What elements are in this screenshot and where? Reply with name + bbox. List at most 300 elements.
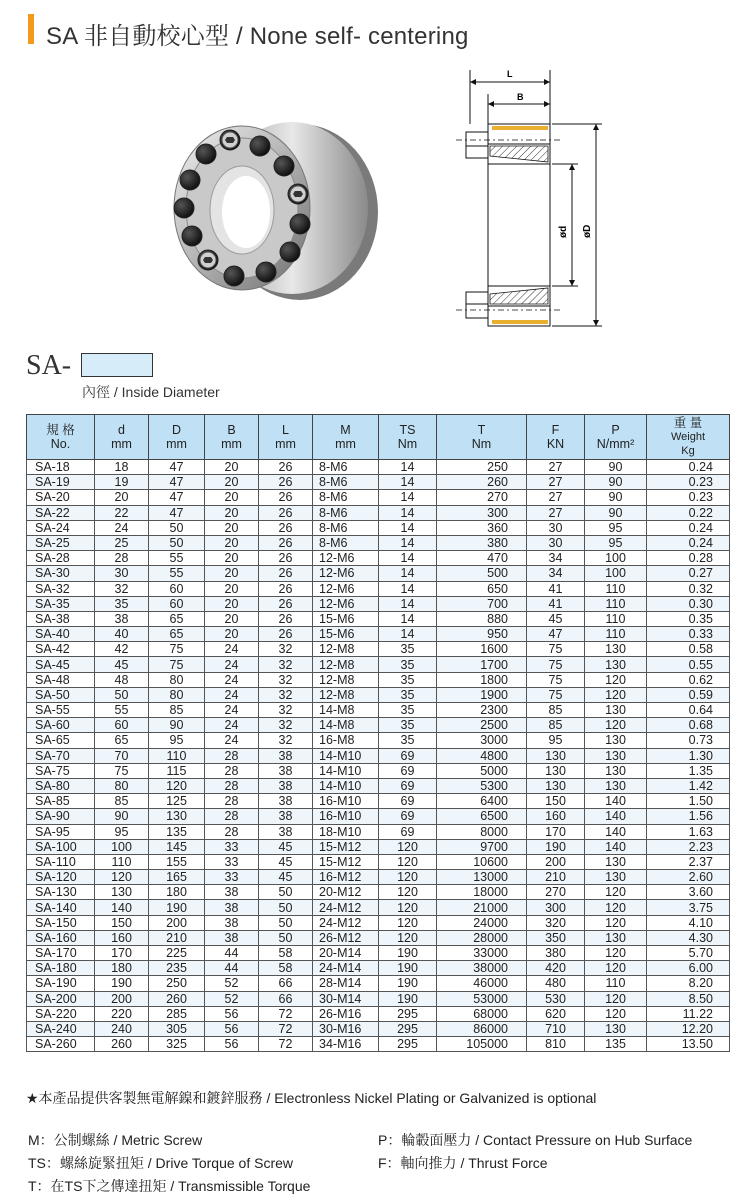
model-number-cell: SA-65	[27, 733, 95, 748]
table-cell: 38	[259, 763, 313, 778]
table-cell: 12.20	[647, 1021, 730, 1036]
table-cell: 0.28	[647, 551, 730, 566]
table-cell: 28	[205, 794, 259, 809]
column-header	[27, 415, 95, 460]
table-row	[27, 505, 730, 520]
table-cell: 14	[379, 535, 437, 550]
table-cell: 24	[205, 672, 259, 687]
table-cell: 28	[205, 824, 259, 839]
table-cell: 120	[379, 930, 437, 945]
table-cell: 75	[527, 672, 585, 687]
model-number-cell: SA-75	[27, 763, 95, 778]
table-cell: 190	[149, 900, 205, 915]
table-cell: 0.62	[647, 672, 730, 687]
legend-f: F：軸向推力 / Thrust Force	[378, 1155, 548, 1171]
table-cell: 26	[259, 490, 313, 505]
table-cell: 200	[527, 854, 585, 869]
table-cell: 0.23	[647, 490, 730, 505]
table-cell: 325	[149, 1037, 205, 1052]
table-row	[27, 475, 730, 490]
table-cell: 210	[149, 930, 205, 945]
table-cell: 8-M6	[313, 505, 379, 520]
table-cell: 50	[149, 535, 205, 550]
table-cell: 0.24	[647, 460, 730, 475]
table-cell: 80	[95, 778, 149, 793]
table-cell: 26	[259, 611, 313, 626]
table-cell: 27	[527, 505, 585, 520]
table-row	[27, 535, 730, 550]
table-cell: 130	[585, 854, 647, 869]
table-cell: 1900	[437, 687, 527, 702]
table-row	[27, 657, 730, 672]
table-cell: 10600	[437, 854, 527, 869]
table-cell: 32	[95, 581, 149, 596]
table-cell: 130	[585, 930, 647, 945]
table-cell: 2300	[437, 703, 527, 718]
table-cell: 145	[149, 839, 205, 854]
table-row	[27, 687, 730, 702]
legend-t: T：在TS下之傳達扭矩 / Transmissible Torque	[28, 1178, 311, 1194]
table-cell: 130	[585, 642, 647, 657]
table-row	[27, 551, 730, 566]
table-cell: 38	[205, 885, 259, 900]
table-cell: 380	[437, 535, 527, 550]
table-cell: 86000	[437, 1021, 527, 1036]
model-number-cell: SA-38	[27, 611, 95, 626]
table-cell: 26	[259, 475, 313, 490]
table-cell: 18	[95, 460, 149, 475]
table-cell: 120	[95, 870, 149, 885]
table-cell: 300	[437, 505, 527, 520]
table-cell: 30-M14	[313, 991, 379, 1006]
table-cell: 26	[259, 566, 313, 581]
table-row	[27, 870, 730, 885]
column-header-unit: N/mm²	[596, 437, 635, 451]
table-cell: 13.50	[647, 1037, 730, 1052]
table-row	[27, 778, 730, 793]
table-cell: 20	[205, 460, 259, 475]
table-cell: 35	[95, 596, 149, 611]
table-cell: 20	[95, 490, 149, 505]
table-cell: 12-M6	[313, 551, 379, 566]
table-cell: 20	[205, 611, 259, 626]
table-cell: 500	[437, 566, 527, 581]
table-cell: 50	[259, 885, 313, 900]
table-cell: 38	[259, 824, 313, 839]
table-cell: 52	[205, 976, 259, 991]
model-number-cell: SA-20	[27, 490, 95, 505]
table-cell: 110	[95, 854, 149, 869]
table-cell: 28	[205, 763, 259, 778]
table-cell: 30	[527, 520, 585, 535]
table-row	[27, 733, 730, 748]
model-number-cell: SA-90	[27, 809, 95, 824]
table-cell: 24	[205, 687, 259, 702]
model-number-cell: SA-19	[27, 475, 95, 490]
table-cell: 130	[585, 748, 647, 763]
table-cell: 75	[527, 642, 585, 657]
table-cell: 110	[149, 748, 205, 763]
table-cell: 950	[437, 627, 527, 642]
table-cell: 130	[585, 733, 647, 748]
table-cell: 190	[379, 991, 437, 1006]
model-number-cell: SA-110	[27, 854, 95, 869]
table-cell: 24	[205, 657, 259, 672]
model-number-cell: SA-160	[27, 930, 95, 945]
table-cell: 15-M6	[313, 611, 379, 626]
table-cell: 26	[259, 505, 313, 520]
table-cell: 1700	[437, 657, 527, 672]
table-row	[27, 900, 730, 915]
table-cell: 810	[527, 1037, 585, 1052]
table-cell: 3000	[437, 733, 527, 748]
table-cell: 60	[149, 596, 205, 611]
table-cell: 66	[259, 976, 313, 991]
column-header	[259, 415, 313, 460]
dim-label-B: B	[517, 92, 524, 102]
model-number-cell: SA-25	[27, 535, 95, 550]
table-cell: 75	[95, 763, 149, 778]
table-cell: 20	[205, 490, 259, 505]
table-cell: 160	[95, 930, 149, 945]
table-cell: 170	[527, 824, 585, 839]
table-row	[27, 596, 730, 611]
table-cell: 14	[379, 566, 437, 581]
table-cell: 320	[527, 915, 585, 930]
table-cell: 42	[95, 642, 149, 657]
table-row	[27, 794, 730, 809]
table-cell: 260	[95, 1037, 149, 1052]
table-cell: 44	[205, 961, 259, 976]
table-cell: 3.60	[647, 885, 730, 900]
table-cell: 40	[95, 627, 149, 642]
table-cell: 110	[585, 627, 647, 642]
table-cell: 135	[585, 1037, 647, 1052]
table-cell: 38	[259, 748, 313, 763]
table-cell: 28	[205, 778, 259, 793]
table-cell: 470	[437, 551, 527, 566]
model-number-cell: SA-42	[27, 642, 95, 657]
table-cell: 4800	[437, 748, 527, 763]
table-row	[27, 1037, 730, 1052]
table-cell: 140	[585, 824, 647, 839]
table-cell: 3.75	[647, 900, 730, 915]
table-cell: 69	[379, 794, 437, 809]
table-cell: 26-M12	[313, 930, 379, 945]
table-cell: 4.30	[647, 930, 730, 945]
table-row	[27, 642, 730, 657]
table-cell: 140	[585, 839, 647, 854]
model-number-cell: SA-200	[27, 991, 95, 1006]
table-cell: 8-M6	[313, 520, 379, 535]
table-cell: 270	[527, 885, 585, 900]
column-header-name: L	[282, 423, 289, 437]
table-cell: 135	[149, 824, 205, 839]
table-cell: 160	[527, 809, 585, 824]
table-cell: 28000	[437, 930, 527, 945]
table-cell: 0.73	[647, 733, 730, 748]
table-cell: 70	[95, 748, 149, 763]
table-cell: 65	[149, 627, 205, 642]
table-cell: 33000	[437, 946, 527, 961]
table-cell: 1800	[437, 672, 527, 687]
table-cell: 8-M6	[313, 475, 379, 490]
table-cell: 85	[527, 718, 585, 733]
table-cell: 12-M6	[313, 566, 379, 581]
table-cell: 1.56	[647, 809, 730, 824]
table-cell: 35	[379, 687, 437, 702]
dim-label-d: ød	[558, 225, 569, 238]
table-cell: 20	[205, 566, 259, 581]
table-cell: 90	[149, 718, 205, 733]
model-number-cell: SA-32	[27, 581, 95, 596]
inside-diameter-field[interactable]	[81, 353, 153, 377]
table-cell: 95	[527, 733, 585, 748]
table-cell: 33	[205, 854, 259, 869]
table-row	[27, 703, 730, 718]
table-cell: 95	[95, 824, 149, 839]
table-cell: 50	[259, 900, 313, 915]
table-cell: 95	[585, 520, 647, 535]
table-cell: 85	[527, 703, 585, 718]
model-number-cell: SA-18	[27, 460, 95, 475]
table-cell: 55	[95, 703, 149, 718]
table-cell: 68000	[437, 1006, 527, 1021]
table-cell: 80	[149, 687, 205, 702]
table-cell: 24000	[437, 915, 527, 930]
model-number-cell: SA-24	[27, 520, 95, 535]
table-cell: 28	[205, 748, 259, 763]
table-cell: 8-M6	[313, 490, 379, 505]
column-header	[149, 415, 205, 460]
table-cell: 26	[259, 460, 313, 475]
table-cell: 190	[379, 976, 437, 991]
table-cell: 2500	[437, 718, 527, 733]
model-number-cell: SA-240	[27, 1021, 95, 1036]
table-cell: 50	[95, 687, 149, 702]
table-cell: 14-M8	[313, 718, 379, 733]
table-row	[27, 854, 730, 869]
table-cell: 47	[149, 475, 205, 490]
table-cell: 1.35	[647, 763, 730, 778]
table-cell: 710	[527, 1021, 585, 1036]
model-number-cell: SA-100	[27, 839, 95, 854]
table-cell: 72	[259, 1037, 313, 1052]
model-number-cell: SA-45	[27, 657, 95, 672]
model-prefix: SA-	[26, 350, 72, 381]
table-cell: 20	[205, 475, 259, 490]
table-cell: 38	[205, 900, 259, 915]
column-header	[95, 415, 149, 460]
table-cell: 14	[379, 505, 437, 520]
table-cell: 295	[379, 1037, 437, 1052]
table-cell: 28	[205, 809, 259, 824]
column-header	[647, 415, 730, 460]
table-cell: 150	[527, 794, 585, 809]
table-cell: 285	[149, 1006, 205, 1021]
table-cell: 47	[149, 460, 205, 475]
table-cell: 45	[259, 854, 313, 869]
table-cell: 28	[95, 551, 149, 566]
table-header-row	[27, 415, 730, 460]
table-cell: 45	[259, 870, 313, 885]
model-number-cell: SA-170	[27, 946, 95, 961]
table-cell: 200	[149, 915, 205, 930]
table-cell: 13000	[437, 870, 527, 885]
table-cell: 30	[95, 566, 149, 581]
table-cell: 0.64	[647, 703, 730, 718]
table-cell: 120	[149, 778, 205, 793]
table-cell: 69	[379, 763, 437, 778]
table-cell: 110	[585, 596, 647, 611]
table-cell: 69	[379, 778, 437, 793]
table-cell: 14-M8	[313, 703, 379, 718]
table-cell: 90	[585, 490, 647, 505]
table-cell: 34-M16	[313, 1037, 379, 1052]
table-cell: 180	[95, 961, 149, 976]
column-header	[527, 415, 585, 460]
table-cell: 0.32	[647, 581, 730, 596]
table-row	[27, 611, 730, 626]
table-cell: 1.50	[647, 794, 730, 809]
table-cell: 130	[585, 703, 647, 718]
column-header-unit: mm	[275, 437, 296, 451]
table-row	[27, 627, 730, 642]
table-cell: 24	[205, 642, 259, 657]
table-cell: 105000	[437, 1037, 527, 1052]
table-cell: 24	[205, 703, 259, 718]
table-body	[27, 460, 730, 1052]
column-header-name: d	[118, 423, 125, 437]
table-cell: 38	[95, 611, 149, 626]
table-cell: 200	[95, 991, 149, 1006]
column-header-unit: No.	[50, 437, 71, 451]
table-cell: 33	[205, 870, 259, 885]
table-row	[27, 581, 730, 596]
table-cell: 6.00	[647, 961, 730, 976]
table-cell: 20-M12	[313, 885, 379, 900]
table-cell: 120	[585, 946, 647, 961]
table-cell: 28-M14	[313, 976, 379, 991]
column-header-unit: KN	[546, 437, 565, 451]
table-cell: 44	[205, 946, 259, 961]
table-cell: 95	[585, 535, 647, 550]
product-photo	[150, 108, 390, 308]
table-row	[27, 885, 730, 900]
table-cell: 5000	[437, 763, 527, 778]
table-cell: 0.24	[647, 520, 730, 535]
table-cell: 72	[259, 1006, 313, 1021]
table-cell: 47	[149, 490, 205, 505]
model-number-cell: SA-260	[27, 1037, 95, 1052]
table-cell: 20	[205, 551, 259, 566]
table-cell: 24-M14	[313, 961, 379, 976]
table-cell: 120	[379, 900, 437, 915]
table-cell: 69	[379, 748, 437, 763]
table-cell: 20	[205, 596, 259, 611]
table-cell: 0.27	[647, 566, 730, 581]
table-cell: 190	[95, 976, 149, 991]
table-cell: 620	[527, 1006, 585, 1021]
table-row	[27, 566, 730, 581]
column-header-unit: Nm	[397, 437, 418, 451]
table-cell: 130	[527, 763, 585, 778]
title-accent-bar	[28, 14, 34, 44]
table-cell: 12-M8	[313, 642, 379, 657]
table-cell: 41	[527, 581, 585, 596]
table-cell: 12-M6	[313, 581, 379, 596]
column-header-unit: mm	[221, 437, 242, 451]
table-cell: 56	[205, 1021, 259, 1036]
table-cell: 33	[205, 839, 259, 854]
table-cell: 90	[95, 809, 149, 824]
cross-section-drawing	[452, 62, 642, 337]
table-cell: 8000	[437, 824, 527, 839]
table-cell: 0.30	[647, 596, 730, 611]
table-cell: 130	[585, 778, 647, 793]
table-cell: 1600	[437, 642, 527, 657]
table-cell: 880	[437, 611, 527, 626]
column-header-unit: mm	[111, 437, 132, 451]
table-cell: 6500	[437, 809, 527, 824]
table-row	[27, 672, 730, 687]
table-cell: 130	[95, 885, 149, 900]
table-cell: 8-M6	[313, 535, 379, 550]
table-cell: 130	[585, 763, 647, 778]
model-number-cell: SA-30	[27, 566, 95, 581]
table-cell: 270	[437, 490, 527, 505]
table-cell: 12-M8	[313, 672, 379, 687]
table-cell: 5300	[437, 778, 527, 793]
table-cell: 35	[379, 703, 437, 718]
table-cell: 34	[527, 566, 585, 581]
table-cell: 16-M10	[313, 809, 379, 824]
table-cell: 150	[95, 915, 149, 930]
table-cell: 95	[149, 733, 205, 748]
table-cell: 12-M8	[313, 687, 379, 702]
table-cell: 38000	[437, 961, 527, 976]
table-row	[27, 490, 730, 505]
table-row	[27, 839, 730, 854]
model-number-cell: SA-35	[27, 596, 95, 611]
model-number-cell: SA-140	[27, 900, 95, 915]
table-cell: 125	[149, 794, 205, 809]
table-cell: 14	[379, 551, 437, 566]
table-cell: 34	[527, 551, 585, 566]
table-cell: 380	[527, 946, 585, 961]
table-cell: 24-M12	[313, 900, 379, 915]
table-cell: 235	[149, 961, 205, 976]
table-row	[27, 991, 730, 1006]
table-cell: 190	[379, 946, 437, 961]
table-cell: 0.59	[647, 687, 730, 702]
table-cell: 14	[379, 596, 437, 611]
table-cell: 66	[259, 991, 313, 1006]
table-row	[27, 961, 730, 976]
table-cell: 41	[527, 596, 585, 611]
table-cell: 52	[205, 991, 259, 1006]
table-cell: 27	[527, 475, 585, 490]
table-cell: 115	[149, 763, 205, 778]
table-row	[27, 520, 730, 535]
table-cell: 22	[95, 505, 149, 520]
table-cell: 1.42	[647, 778, 730, 793]
column-header-unit: Kg	[681, 445, 695, 457]
table-row	[27, 824, 730, 839]
table-cell: 14-M10	[313, 763, 379, 778]
table-cell: 2.60	[647, 870, 730, 885]
table-cell: 210	[527, 870, 585, 885]
